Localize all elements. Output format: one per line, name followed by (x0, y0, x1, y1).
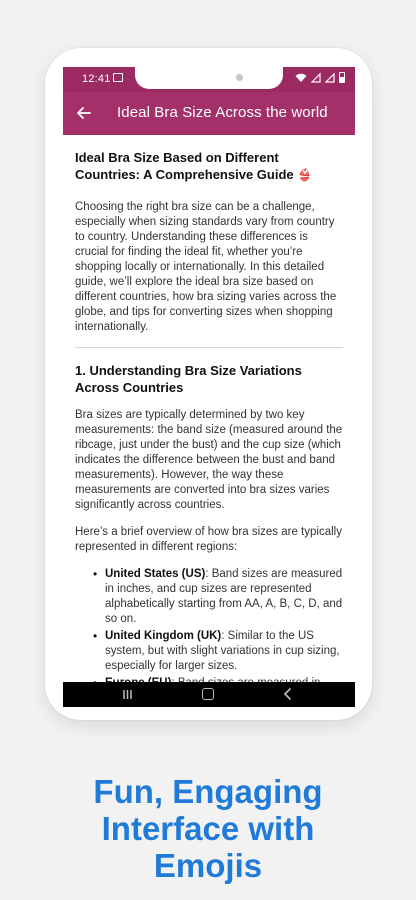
signal-icon-2 (325, 73, 335, 83)
recent-apps-icon[interactable] (122, 689, 133, 700)
list-item-label: United Kingdom (UK) (105, 630, 222, 642)
article-content[interactable] (63, 135, 355, 682)
app-bar-title: Ideal Bra Size Across the world (117, 104, 328, 121)
promo-tagline (0, 773, 416, 884)
status-icons (295, 72, 345, 83)
article-title-text: Ideal Bra Size Based on Different Countries: A Comprehensive Guide (75, 150, 294, 182)
tagline-line-1: Fun, Engaging (93, 773, 323, 810)
phone-screen (63, 67, 355, 707)
article-intro: Choosing the right bra size can be a challenge, especially when sizing standards vary from country to country. Understanding these differences is crucial for finding the ideal fit, whether you’re shopping locally or internationally. In this detailed guide, we’ll explore the ideal bra size based on different countries, how bra sizing varies across the globe, and tips for converting sizes when shopping internationally. (75, 201, 337, 333)
signal-icon (311, 73, 321, 83)
home-icon[interactable] (202, 688, 214, 700)
battery-icon (339, 72, 345, 83)
arrow-left-icon[interactable] (74, 103, 94, 123)
status-bar (63, 67, 355, 92)
list-item (93, 629, 343, 674)
wifi-icon (295, 73, 307, 83)
section-heading: 1. Understanding Bra Size Variations Across Countries (75, 363, 302, 395)
section-paragraph-2: Here’s a brief overview of how bra sizes are typically represented in different regions: (75, 526, 342, 553)
bikini-emoji: 👙 (297, 168, 313, 182)
article-title (75, 149, 343, 184)
image-icon (113, 73, 123, 82)
list-item-text: : Band sizes are measured in inches, and cup sizes are represented alphabetically starting from AA, A, B, C, D, and so on. (105, 568, 343, 625)
list-item-text: : Similar to the US system, but with slight variations in cup sizing, especially for larger sizes. (105, 630, 340, 672)
section-divider (75, 347, 343, 348)
tagline-line-3: Emojis (153, 847, 263, 884)
system-nav-bar (63, 682, 355, 707)
app-bar (63, 92, 355, 135)
tagline-line-2: Interface with (101, 810, 315, 847)
back-nav-icon[interactable] (282, 688, 294, 700)
status-time: 12:41 (82, 73, 111, 85)
list-item (93, 567, 343, 627)
list-item-label: United States (US) (105, 568, 206, 580)
camera-notch (135, 65, 283, 89)
camera-icon (236, 74, 243, 81)
section-paragraph: Bra sizes are typically determined by two key measurements: the band size (measured around the ribcage, just under the bust) and the cup size (which indicates the difference between the bust and band measurements). However, the way these measurements are converted into bra sizes varies significantly across countries. (75, 409, 343, 511)
